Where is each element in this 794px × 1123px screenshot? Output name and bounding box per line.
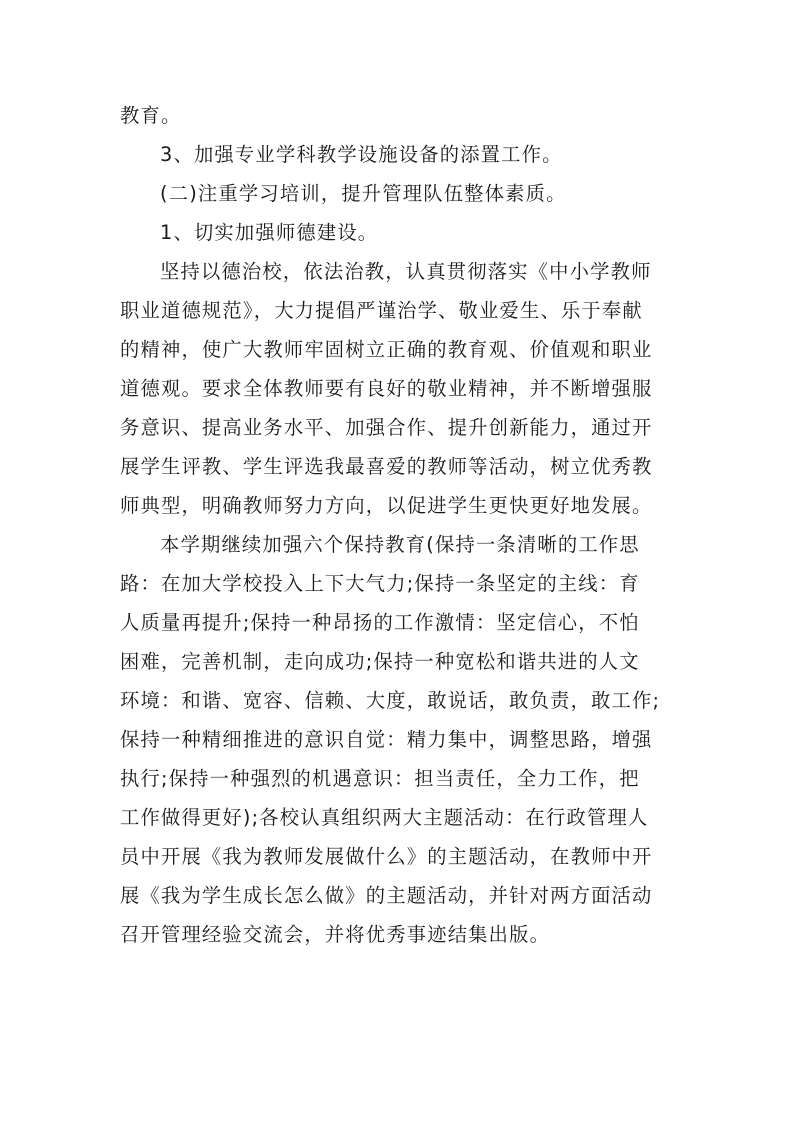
text-line: 的精神，使广大教师牢固树立正确的教育观、价值观和职业 xyxy=(120,338,653,361)
text-line: 召开管理经验交流会，并将优秀事迹结集出版。 xyxy=(120,923,551,946)
text-line: 展学生评教、学生评选我最喜爱的教师等活动，树立优秀教 xyxy=(120,455,653,478)
document-body xyxy=(120,96,680,954)
text-line: 环境：和谐、宽容、信赖、大度，敢说话，敢负责，敢工作; xyxy=(120,689,661,712)
text-line: 员中开展《我为教师发展做什么》的主题活动，在教师中开 xyxy=(120,845,653,868)
section-heading: (二)注重学习培训，提升管理队伍整体素质。 xyxy=(160,182,567,205)
text-line: 3、加强专业学科教学设施设备的添置工作。 xyxy=(160,143,563,166)
text-line: 道德观。要求全体教师要有良好的敬业精神，并不断增强服 xyxy=(120,377,653,400)
text-line: 坚持以德治校，依法治教，认真贯彻落实《中小学教师 xyxy=(160,260,652,283)
text-line: 师典型，明确教师努力方向，以促进学生更快更好地发展。 xyxy=(120,494,653,517)
text-line: 展《我为学生成长怎么做》的主题活动，并针对两方面活动 xyxy=(120,884,653,907)
text-line: 路：在加大学校投入上下大气力;保持一条坚定的主线：育 xyxy=(120,572,640,595)
text-line: 人质量再提升;保持一种昂扬的工作激情：坚定信心，不怕 xyxy=(120,611,640,634)
text-line: 教育。 xyxy=(120,104,182,127)
text-line: 务意识、提高业务水平、加强合作、提升创新能力，通过开 xyxy=(120,416,653,439)
text-line: 保持一种精细推进的意识自觉：精力集中，调整思路，增强 xyxy=(120,728,653,751)
text-line: 工作做得更好);各校认真组织两大主题活动：在行政管理人 xyxy=(120,806,649,829)
text-line: 本学期继续加强六个保持教育(保持一条清晰的工作思 xyxy=(160,533,640,556)
text-line: 职业道德规范》，大力提倡严谨治学、敬业爱生、乐于奉献 xyxy=(120,299,643,322)
text-line: 困难，完善机制，走向成功;保持一种宽松和谐共进的人文 xyxy=(120,650,640,673)
text-line: 执行;保持一种强烈的机遇意识：担当责任，全力工作，把 xyxy=(120,767,640,790)
subsection-heading: 1、切实加强师德建设。 xyxy=(160,221,379,244)
